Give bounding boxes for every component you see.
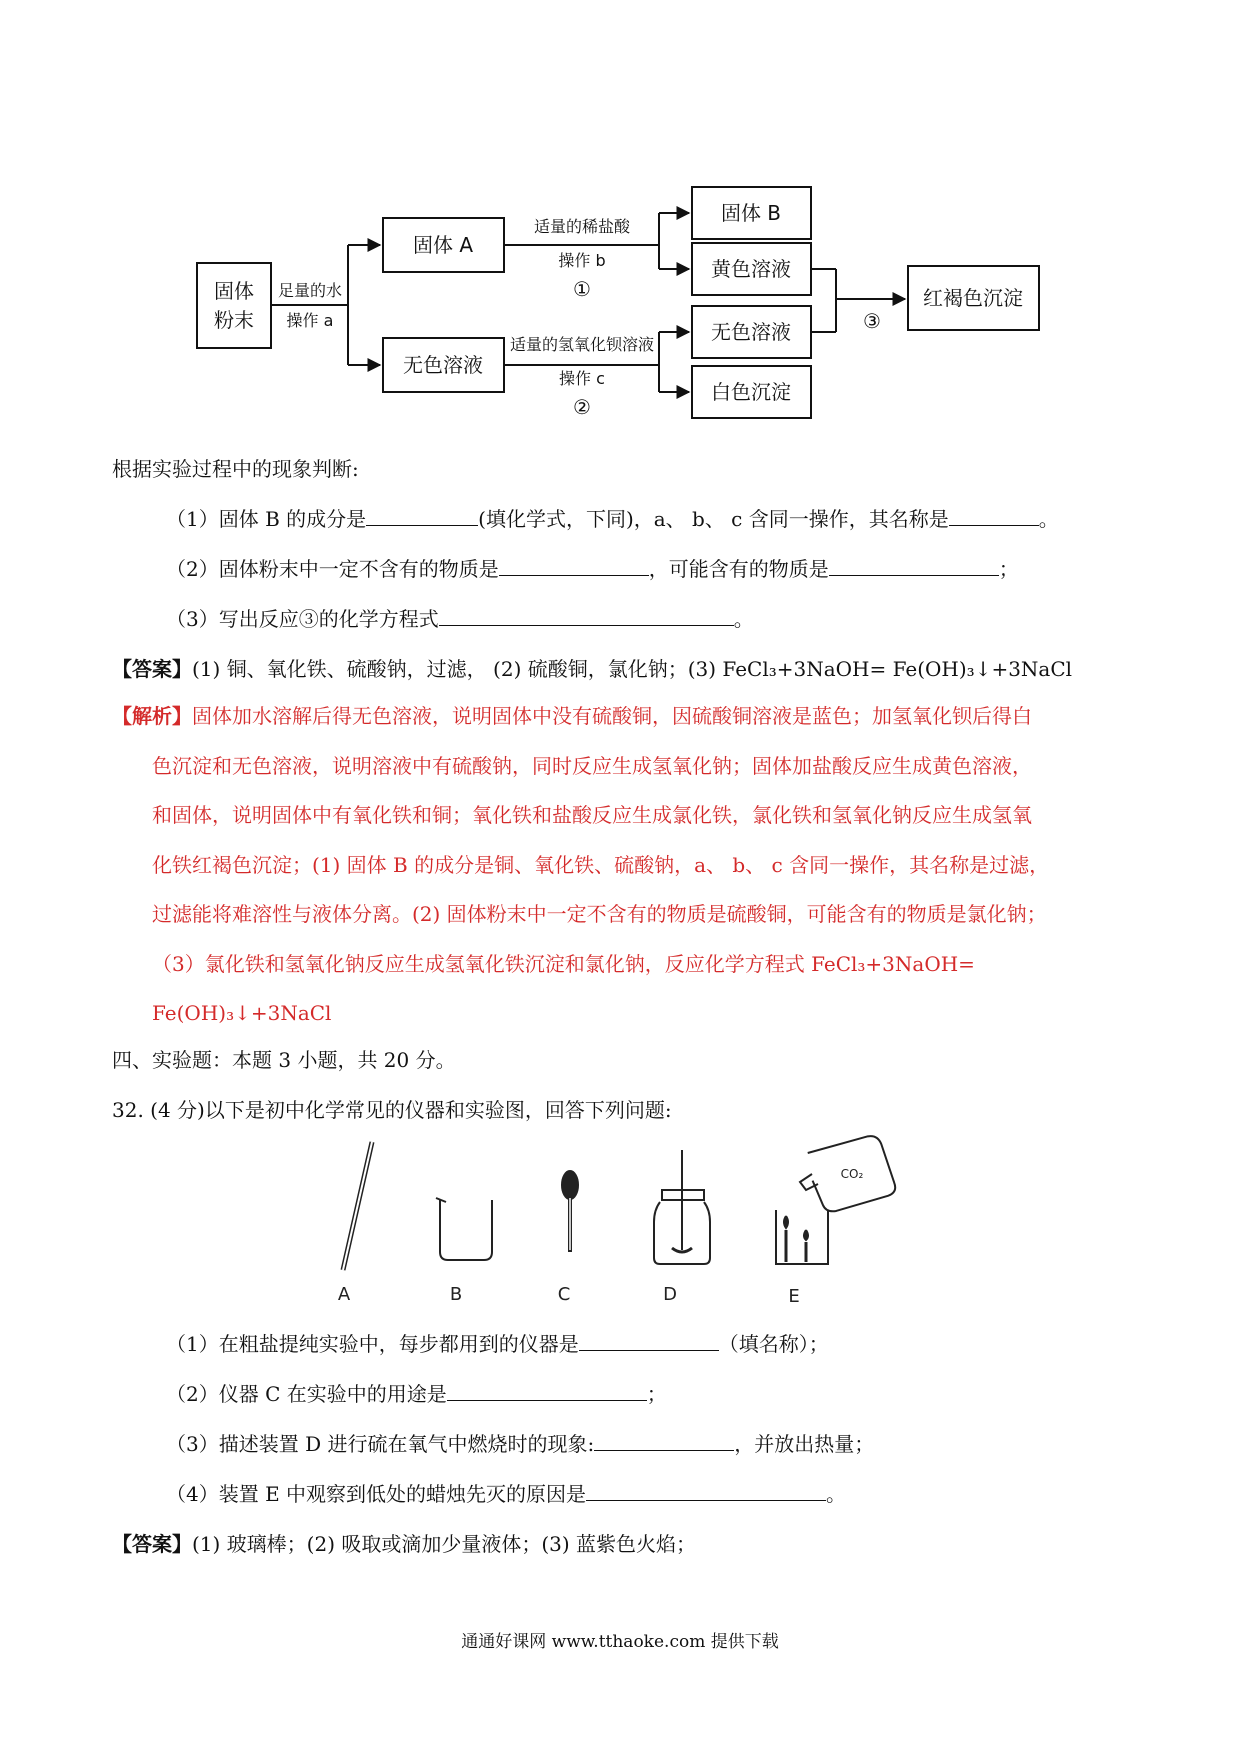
op-c-line2: 操作 c: [559, 369, 605, 388]
gas-jar-spoon-icon: [654, 1150, 710, 1264]
blank[interactable]: [439, 605, 734, 626]
start-line1: 固体: [214, 279, 254, 303]
q32-sub1: [166, 1330, 829, 1358]
blank[interactable]: [499, 555, 649, 576]
label-d: D: [663, 1284, 677, 1305]
blank[interactable]: [594, 1430, 734, 1451]
label-a: A: [337, 1284, 351, 1305]
answer-tag: 【答案】: [112, 1532, 192, 1556]
q31-answer: [112, 655, 1072, 683]
analysis-tag: 【解析】: [112, 704, 192, 728]
blank[interactable]: [447, 1380, 647, 1401]
q31-sub2-b: ，可能含有的物质是: [648, 557, 829, 581]
op-b-line1: 适量的稀盐酸: [533, 217, 631, 236]
q31-sub2-c: ；: [998, 557, 1019, 581]
op-a-line2: 操作 a: [286, 311, 334, 330]
q31-sub1-c: 。: [1038, 507, 1059, 531]
flow-diagram: [0, 0, 1240, 440]
label-b: B: [449, 1284, 463, 1305]
q32-answer: [112, 1530, 696, 1558]
white-label: 白色沉淀: [711, 380, 791, 404]
q31-sub3-a: （3）写出反应③的化学方程式: [166, 607, 439, 631]
redbrown-label: 红褐色沉淀: [923, 286, 1023, 310]
q32-sub4: [166, 1480, 846, 1508]
glass-rod-icon: [343, 1142, 372, 1270]
op-c-line1: 适量的氢氧化钡溶液: [509, 335, 655, 354]
q32-sub4-b: 。: [826, 1482, 847, 1506]
q31-analysis-l5: 过滤能将难溶性与液体分离。(2) 固体粉末中一定不含有的物质是硫酸铜，可能含有的物质是氯化钠；: [152, 902, 1047, 926]
blank[interactable]: [366, 505, 478, 526]
q31-sub1-b: (填化学式，下同)，a、 b、 c 含同一操作，其名称是: [478, 507, 949, 531]
q31-sub1-a: （1）固体 B 的成分是: [166, 507, 367, 531]
colorless-2-label: 无色溶液: [711, 320, 791, 344]
answer-text: (1) 玻璃棒；(2) 吸取或滴加少量液体；(3) 蓝紫色火焰；: [192, 1532, 697, 1556]
apparatus-figure: [0, 1130, 1240, 1310]
footer: 通通好课网 www.tthaoke.com 提供下载: [461, 1632, 779, 1652]
q32-title: 32. (4 分)以下是初中化学常见的仪器和实验图，回答下列问题:: [112, 1098, 672, 1122]
q31-sub1: [166, 505, 1059, 533]
q32-sub2-b: ；: [646, 1382, 667, 1406]
q32-sub3-a: （3）描述装置 D 进行硫在氧气中燃烧时的现象:: [166, 1432, 595, 1456]
q31-sub2: [166, 555, 1019, 583]
analysis-line: 固体加水溶解后得无色溶液，说明固体中没有硫酸铜，因硫酸铜溶液是蓝色；加氢氧化钡后得白: [192, 704, 1032, 728]
q31-analysis-l3: 和固体，说明固体中有氧化铁和铜；氧化铁和盐酸反应生成氯化铁，氯化铁和氢氧化钠反应生成氢氧: [152, 803, 1032, 827]
beaker-icon: [436, 1198, 492, 1260]
co2-label: CO₂: [840, 1167, 864, 1181]
q31-analysis-l6: （3）氯化铁和氢氧化钠反应生成氢氧化铁沉淀和氯化钠，反应化学方程式 FeCl₃+3NaOH=: [152, 952, 975, 976]
answer-tag: 【答案】: [112, 657, 192, 681]
op-b-num: ①: [573, 277, 591, 301]
q32-sub1-a: （1）在粗盐提纯实验中，每步都用到的仪器是: [166, 1332, 579, 1356]
answer-text: (1) 铜、氧化铁、硫酸钠，过滤， (2) 硫酸铜，氯化钠；(3) FeCl₃+3NaOH= Fe(OH)₃↓+3NaCl: [192, 657, 1073, 681]
q32-sub3: [166, 1430, 874, 1458]
q32-sub1-b: （填名称）；: [718, 1332, 829, 1356]
q31-analysis-l2: 色沉淀和无色溶液，说明溶液中有硫酸钠，同时反应生成氢氧化钠；固体加盐酸反应生成黄色溶液，: [152, 754, 1032, 778]
start-line2: 粉末: [214, 308, 254, 332]
q32-sub3-b: ，并放出热量；: [734, 1432, 875, 1456]
op-c-num: ②: [573, 395, 591, 419]
op-b-line2: 操作 b: [558, 251, 606, 270]
q31-analysis-l1: [112, 702, 1032, 730]
yellow-label: 黄色溶液: [711, 257, 791, 281]
blank[interactable]: [949, 505, 1039, 526]
section-4-heading: 四、实验题：本题 3 小题，共 20 分。: [112, 1048, 456, 1072]
blank[interactable]: [586, 1480, 826, 1501]
q31-sub2-a: （2）固体粉末中一定不含有的物质是: [166, 557, 499, 581]
solid-a-label: 固体 A: [412, 233, 474, 257]
q31-sub3: [166, 605, 754, 633]
q31-analysis-l4: 化铁红褐色沉淀；(1) 固体 B 的成分是铜、氧化铁、硫酸钠，a、 b、 c 含同一操作，其名称是过滤，: [152, 853, 1050, 877]
co2-candle-beaker-icon: [776, 1133, 898, 1264]
op-a-line1: 足量的水: [277, 281, 343, 300]
blank[interactable]: [579, 1330, 719, 1351]
num3: ③: [863, 309, 881, 333]
label-c: C: [557, 1284, 571, 1305]
q31-intro: 根据实验过程中的现象判断:: [112, 457, 359, 481]
blank[interactable]: [829, 555, 999, 576]
box-start: [197, 263, 271, 348]
q32-sub2: [166, 1380, 667, 1408]
solid-b-label: 固体 B: [720, 201, 782, 225]
q32-sub2-a: （2）仪器 C 在实验中的用途是: [166, 1382, 447, 1406]
q31-analysis-l7: Fe(OH)₃↓+3NaCl: [152, 1001, 332, 1025]
dropper-icon: [562, 1171, 578, 1252]
q31-sub3-b: 。: [733, 607, 754, 631]
colorless-1-label: 无色溶液: [403, 353, 483, 377]
label-e: E: [788, 1286, 800, 1307]
q32-sub4-a: （4）装置 E 中观察到低处的蜡烛先灭的原因是: [166, 1482, 587, 1506]
